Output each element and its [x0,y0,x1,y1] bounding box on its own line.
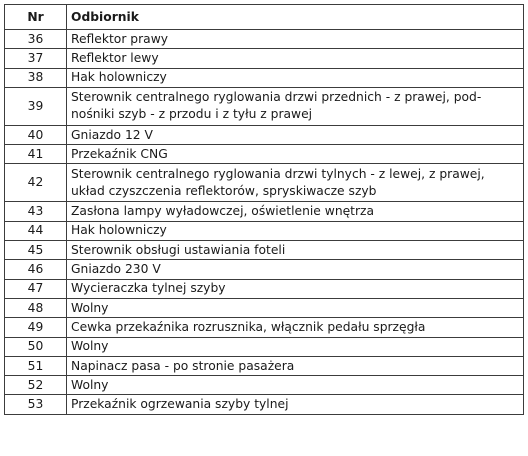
column-header-consumer: Odbiornik [67,5,524,30]
row-consumer-line1: Sterownik centralnego ryglowania drzwi przednich - z prawej, pod- [71,90,482,105]
row-number: 49 [5,318,67,337]
table-row [5,260,524,279]
row-consumer: Gniazdo 12 V [67,125,524,144]
table-row [5,164,524,202]
row-number: 51 [5,356,67,375]
row-number: 46 [5,260,67,279]
table-row [5,30,524,49]
row-number: 53 [5,395,67,414]
row-number: 47 [5,279,67,298]
fuse-assignment-table [4,4,524,415]
table-row [5,318,524,337]
table-row [5,202,524,221]
table-row [5,298,524,317]
row-number: 43 [5,202,67,221]
table-row [5,356,524,375]
row-consumer [67,87,524,125]
row-number: 37 [5,49,67,68]
table-row [5,145,524,164]
row-consumer: Przekaźnik ogrzewania szyby tylnej [67,395,524,414]
row-consumer: Hak holowniczy [67,68,524,87]
row-number: 48 [5,298,67,317]
table-row [5,395,524,414]
row-consumer: Napinacz pasa - po stronie pasażera [67,356,524,375]
row-consumer: Reflektor lewy [67,49,524,68]
table-row [5,68,524,87]
table-row [5,241,524,260]
row-consumer-line2: układ czyszczenia reflektorów, spryskiwacze szyb [71,183,377,198]
table-row [5,49,524,68]
row-number: 44 [5,221,67,240]
row-consumer-line2: nośniki szyb - z przodu i z tyłu z prawej [71,107,313,122]
column-header-nr: Nr [5,5,67,30]
table-row [5,376,524,395]
table-header [5,5,524,30]
row-number: 45 [5,241,67,260]
row-number: 39 [5,87,67,125]
row-consumer: Zasłona lampy wyładowczej, oświetlenie wnętrza [67,202,524,221]
row-consumer: Gniazdo 230 V [67,260,524,279]
table-row [5,125,524,144]
row-number: 38 [5,68,67,87]
row-consumer: Wolny [67,337,524,356]
row-consumer: Sterownik obsługi ustawiania foteli [67,241,524,260]
row-consumer-line1: Sterownik centralnego ryglowania drzwi tylnych - z lewej, z prawej, [71,166,485,181]
row-number: 40 [5,125,67,144]
row-number: 42 [5,164,67,202]
header-row [5,5,524,30]
row-consumer: Wolny [67,376,524,395]
row-number: 50 [5,337,67,356]
table-row [5,279,524,298]
row-number: 41 [5,145,67,164]
row-consumer: Reflektor prawy [67,30,524,49]
row-consumer: Hak holowniczy [67,221,524,240]
row-number: 36 [5,30,67,49]
row-consumer: Wycieraczka tylnej szyby [67,279,524,298]
table-row [5,87,524,125]
table-body [5,30,524,415]
row-consumer: Przekaźnik CNG [67,145,524,164]
table-row [5,337,524,356]
table-row [5,221,524,240]
row-consumer: Wolny [67,298,524,317]
row-consumer [67,164,524,202]
row-number: 52 [5,376,67,395]
row-consumer: Cewka przekaźnika rozrusznika, włącznik pedału sprzęgła [67,318,524,337]
